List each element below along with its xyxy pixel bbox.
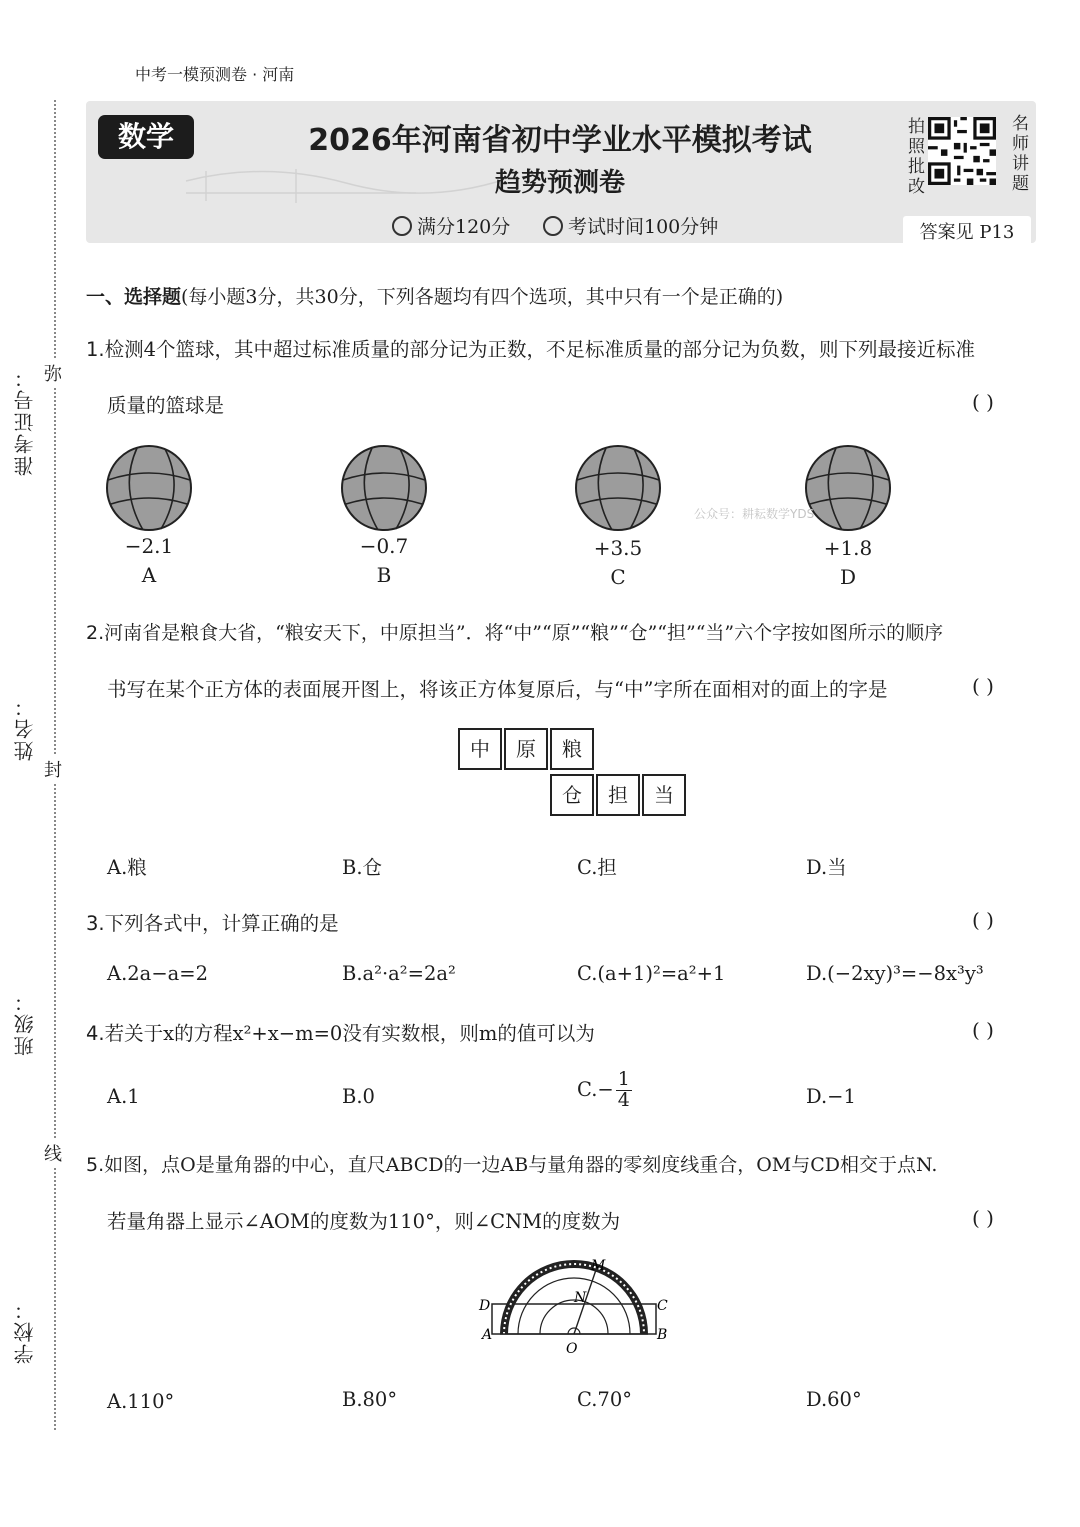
subject-badge: 数学 xyxy=(98,115,194,159)
net-cell-dan: 担 xyxy=(596,774,640,816)
ball-b-value: −0.7 xyxy=(359,534,409,558)
ball-b-letter: B xyxy=(376,563,392,587)
cube-net xyxy=(458,728,688,820)
q2-stem-line1 xyxy=(86,618,943,645)
q2-option-a[interactable]: A.粮 xyxy=(107,856,147,879)
q5-option-d[interactable]: D.60° xyxy=(806,1388,862,1411)
protractor-figure xyxy=(470,1254,680,1359)
q1-stem-line1 xyxy=(86,334,975,362)
q4-option-a[interactable]: A.1 xyxy=(107,1085,140,1108)
net-cell-zhong: 中 xyxy=(458,728,502,770)
q2-option-b[interactable]: B.仓 xyxy=(342,856,383,879)
series-label: 中考一模预测卷 · 河南 xyxy=(135,65,295,84)
q5-text-line1: 如图，点O是量角器的中心，直尺ABCD的一边AB与量角器的零刻度线重合，OM与CD相交于点N. xyxy=(104,1154,938,1176)
basketball-d xyxy=(806,446,890,530)
scan-right-text: 名师讲题 xyxy=(1008,114,1028,194)
q2-number: 2. xyxy=(86,622,105,644)
q3-option-c[interactable]: C.(a+1)²=a²+1 xyxy=(577,962,726,985)
q2-text-line1: 河南省是粮食大省，“粮安天下，中原担当”．将“中”“原”“粮”“仓”“担”“当”六个字按如图所示的顺序 xyxy=(104,622,944,644)
exam-time-text: 考试时间100分钟 xyxy=(568,216,719,238)
q2-stem-line2: 书写在某个正方体的表面展开图上，将该正方体复原后，与“中”字所在面相对的面上的字是 xyxy=(107,678,888,701)
basketball-b xyxy=(342,446,426,530)
ball-a-letter: A xyxy=(141,563,157,587)
q1-basketballs xyxy=(0,438,1080,538)
q4-option-c[interactable] xyxy=(577,1070,632,1111)
label-n: N xyxy=(574,1290,587,1306)
net-cell-yuan: 原 xyxy=(504,728,548,770)
q1-answer-paren[interactable]: ( ) xyxy=(972,390,994,414)
label-c: C xyxy=(657,1298,668,1314)
net-cell-dang: 当 xyxy=(642,774,686,816)
ball-d-value: +1.8 xyxy=(823,536,873,560)
basketball-a xyxy=(107,446,191,530)
seal-char-feng: 封 xyxy=(44,756,62,782)
q4-option-d[interactable]: D.−1 xyxy=(806,1085,856,1108)
ball-a-value: −2.1 xyxy=(124,534,174,558)
full-score xyxy=(392,212,510,239)
exam-title: 2026年河南省初中学业水平模拟考试 xyxy=(308,123,812,158)
medal-icon xyxy=(392,216,412,236)
class-label: 班级： xyxy=(13,990,37,1056)
label-m: M xyxy=(591,1258,606,1274)
scan-left-text: 拍照批改 xyxy=(904,117,924,197)
fraction-denominator: 4 xyxy=(617,1088,630,1111)
q5-option-b[interactable]: B.80° xyxy=(342,1388,398,1411)
label-d: D xyxy=(479,1298,491,1314)
q4-option-b[interactable]: B.0 xyxy=(342,1085,375,1108)
net-cell-cang: 仓 xyxy=(550,774,594,816)
q2-option-d[interactable]: D.当 xyxy=(806,856,847,879)
exam-time xyxy=(543,212,718,239)
q5-option-a[interactable]: A.110° xyxy=(107,1390,175,1413)
seal-char-xian: 线 xyxy=(44,1140,62,1166)
school-label: 学校： xyxy=(13,1298,37,1364)
section-title: 一、选择题 xyxy=(86,286,182,308)
q3-answer-paren[interactable]: ( ) xyxy=(972,908,994,932)
ball-d-letter: D xyxy=(839,565,857,589)
basketball-c xyxy=(576,446,660,530)
q2-answer-paren[interactable]: ( ) xyxy=(972,674,994,698)
label-a: A xyxy=(482,1327,493,1343)
q4-text: 若关于x的方程x²+x−m=0没有实数根，则m的值可以为 xyxy=(104,1022,595,1045)
q4-option-c-fraction xyxy=(616,1070,632,1111)
name-label: 姓名： xyxy=(13,695,37,761)
q5-stem-line2: 若量角器上显示∠AOM的度数为110°，则∠CNM的度数为 xyxy=(107,1210,621,1233)
q5-option-c[interactable]: C.70° xyxy=(577,1388,632,1411)
fraction-numerator: 1 xyxy=(617,1068,630,1090)
ruler-abcd xyxy=(492,1304,656,1334)
full-score-text: 满分120分 xyxy=(417,216,511,238)
q4-answer-paren[interactable]: ( ) xyxy=(972,1018,994,1042)
label-o: O xyxy=(566,1341,578,1357)
q5-stem-line1 xyxy=(86,1150,937,1177)
q5-number: 5. xyxy=(86,1154,105,1176)
net-cell-liang: 粮 xyxy=(550,728,594,770)
q5-answer-paren[interactable]: ( ) xyxy=(972,1206,994,1230)
ball-c-letter: C xyxy=(610,565,626,589)
qr-code-icon[interactable] xyxy=(928,117,996,185)
q1-text-line1: 检测4个篮球，其中超过标准质量的部分记为正数，不足标准质量的部分记为负数，则下列最接近标准 xyxy=(104,338,976,361)
q3-stem xyxy=(86,908,339,936)
q3-option-b[interactable]: B.a²·a²=2a² xyxy=(342,962,456,985)
answer-reference: 答案见 P13 xyxy=(903,216,1031,250)
section-note: (每小题3分，共30分，下列各题均有四个选项，其中只有一个是正确的) xyxy=(181,286,784,308)
q3-number: 3. xyxy=(86,912,105,935)
protractor-middle-arc xyxy=(518,1278,630,1334)
exam-subtitle: 趋势预测卷 xyxy=(494,168,625,198)
label-b: B xyxy=(657,1327,668,1343)
section-heading xyxy=(86,282,783,309)
q4-stem xyxy=(86,1018,595,1046)
q4-number: 4. xyxy=(86,1022,105,1045)
clock-icon xyxy=(543,216,563,236)
exam-number-label: 准考证号： xyxy=(13,366,37,476)
q3-text: 下列各式中，计算正确的是 xyxy=(104,912,339,935)
watermark: 公众号：耕耘数学YDS xyxy=(694,507,815,521)
q1-number: 1. xyxy=(86,338,105,361)
seal-char-mi: 弥 xyxy=(44,360,62,386)
q2-option-c[interactable]: C.担 xyxy=(577,856,617,879)
ball-c-value: +3.5 xyxy=(593,536,643,560)
q3-option-a[interactable]: A.2a−a=2 xyxy=(107,962,209,985)
q4-option-c-prefix: C.− xyxy=(577,1077,614,1101)
q3-option-d[interactable]: D.(−2xy)³=−8x³y³ xyxy=(806,962,984,985)
q1-stem-line2: 质量的篮球是 xyxy=(107,394,225,417)
